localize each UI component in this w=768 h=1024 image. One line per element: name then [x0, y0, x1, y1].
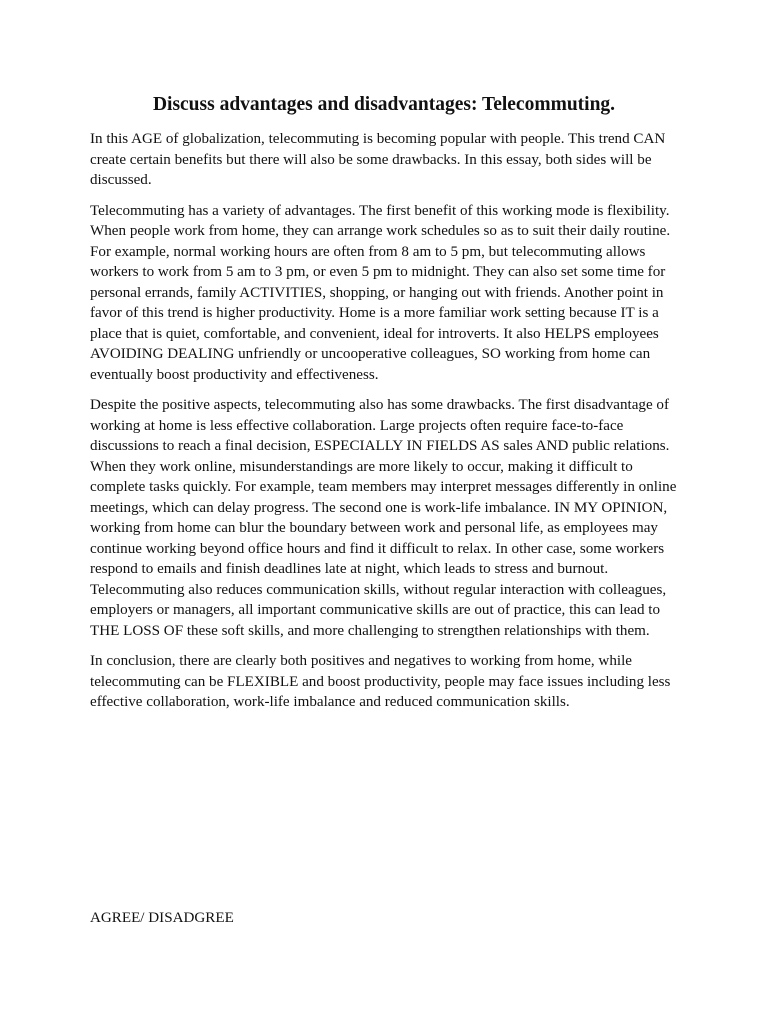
paragraph-disadvantages: Despite the positive aspects, telecommuting also has some drawbacks. The first disadvantage of working at home is less effective collaboration. Large projects often require face-to-face discussions to reach a final decision, ESPECIALLY IN FIELDS AS sales AND public relations. When they work online, misunderstandings are more likely to occur, making it difficult to complete tasks quickly. For example, team members may interpret messages differently in online meetings, which can delay progress. The second one is work-life imbalance. IN MY OPINION, working from home can blur the boundary between work and personal life, as employees may continue working beyond office hours and find it difficult to relax. In other case, some workers respond to emails and finish deadlines late at night, which leads to stress and burnout. Telecommuting also reduces communication skills, without regular interaction with colleagues, employers or managers, all important communicative skills are out of practice, this can lead to THE LOSS OF these soft skills, and more challenging to strengthen relationships with them.: [90, 397, 677, 639]
paragraph-introduction: In this AGE of globalization, telecommuting is becoming popular with people. This trend CAN create certain benefits but there will also be some drawbacks. In this essay, both sides will be discussed.: [90, 131, 666, 188]
footer-note: AGREE/ DISADGREE: [90, 910, 234, 926]
paragraph-advantages: Telecommuting has a variety of advantages. The first benefit of this working mode is flexibility. When people work from home, they can arrange work schedules so as to suit their daily routine. For example, normal working hours are often from 8 am to 5 pm, but telecommuting allows workers to work from 5 am to 3 pm, or even 5 pm to midnight. They can also set some time for personal errands, family ACTIVITIES, shopping, or hanging out with friends. Another point in favor of this trend is higher productivity. Home is a more familiar work setting because IT is a place that is quiet, comfortable, and convenient, ideal for introverts. It also HELPS employees AVOIDING DEALING unfriendly or uncooperative colleagues, SO working from home can eventually boost productivity and effectiveness.: [90, 202, 671, 383]
essay-title: Discuss advantages and disadvantages: Telecommuting.: [152, 94, 616, 115]
essay-body: [90, 129, 680, 723]
paragraph-conclusion: In conclusion, there are clearly both positives and negatives to working from home, while telecommuting can be FLEXIBLE and boost productivity, people may face issues including less effective collaboration, work-life imbalance and reduced communication skills.: [90, 653, 671, 710]
